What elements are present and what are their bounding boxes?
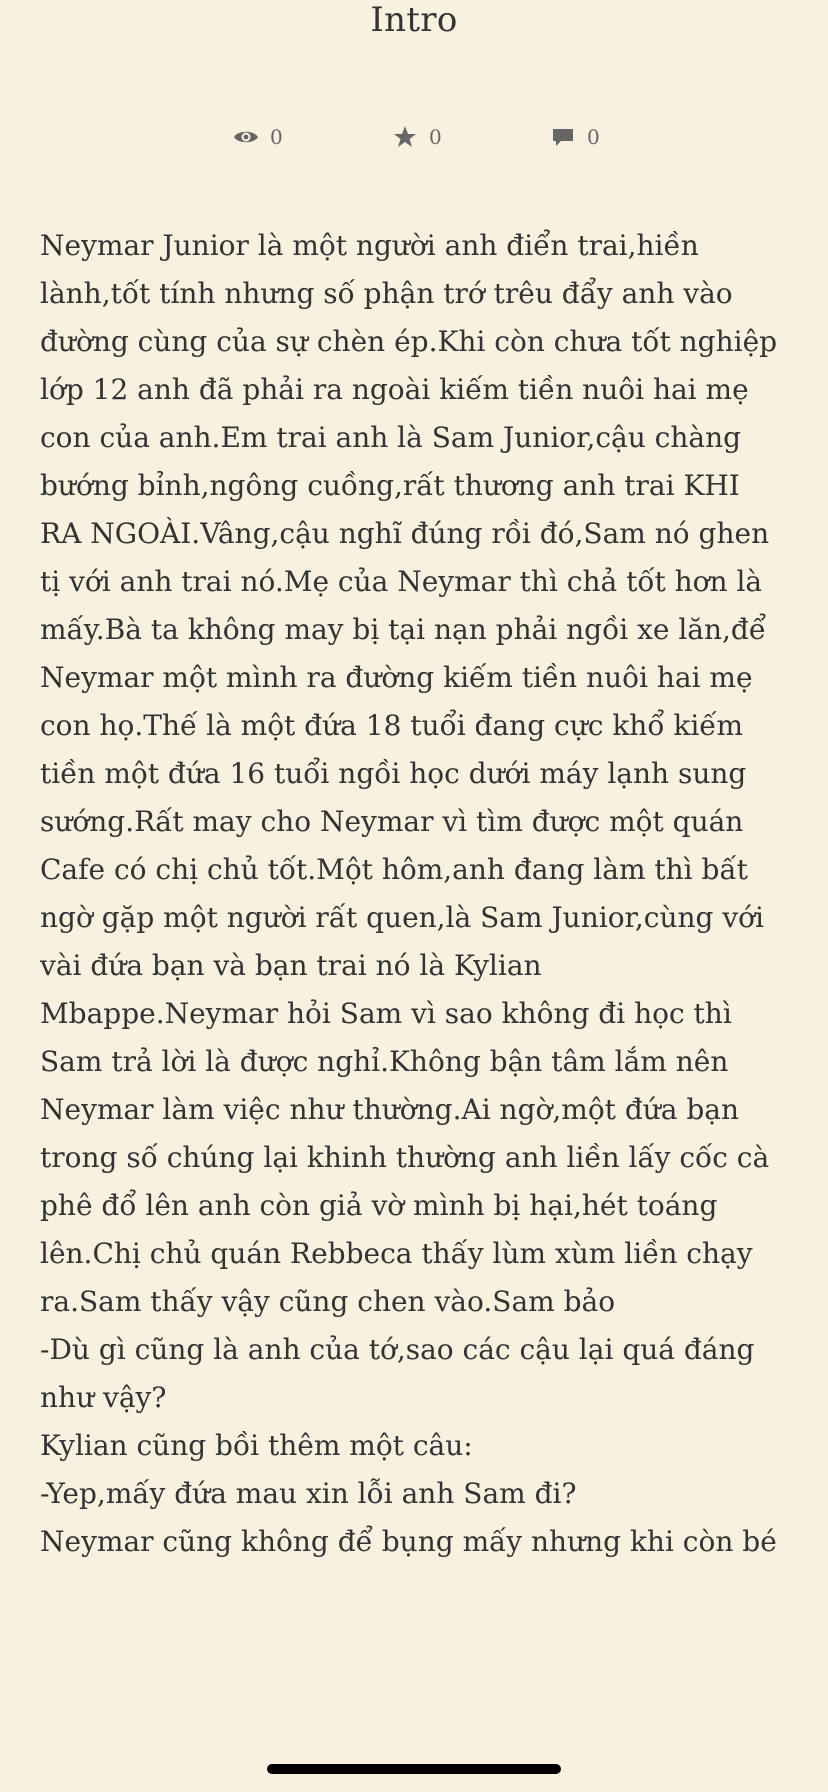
votes-stat <box>391 120 442 154</box>
comment-icon <box>549 123 577 151</box>
story-paragraph: Neymar Junior là một người anh điển trai,hiền lành,tốt tính nhưng số phận trớ trêu đẩy anh vào đường cùng của sự chèn ép.Khi còn chưa tốt nghiệp lớp 12 anh đã phải ra ngoài kiếm tiền nuôi hai mẹ con của anh.Em trai anh là Sam Junior,cậu chàng bướng bỉnh,ngông cuồng,rất thương anh trai KHI RA NGOÀI.Vâng,cậu nghĩ đúng rồi đó,Sam nó ghen tị với anh trai nó.Mẹ của Neymar thì chả tốt hơn là mấy.Bà ta không may bị tại nạn phải ngồi xe lăn,để Neymar một mình ra đường kiếm tiền nuôi hai mẹ con họ.Thế là một đứa 18 tuổi đang cực khổ kiếm tiền một đứa 16 tuổi ngồi học dưới máy lạnh sung sướng.Rất may cho Neymar vì tìm được một quán Cafe có chị chủ tốt.Một hôm,anh đang làm thì bất ngờ gặp một người rất quen,là Sam Junior,cùng với vài đứa bạn và bạn trai nó là Kylian Mbappe.Neymar hỏi Sam vì sao không đi học thì Sam trả lời là được nghỉ.Không bận tâm lắm nên Neymar làm việc như thường.Ai ngờ,một đứa bạn trong số chúng lại khinh thường anh liền lấy cốc cà phê đổ lên anh còn giả vờ mình bị hại,hét toáng lên.Chị chủ quán Rebbeca thấy lùm xùm liền chạy ra.Sam thấy vậy cũng chen vào.Sam bảo <box>40 229 778 1318</box>
story-stats-bar <box>0 120 828 154</box>
views-count: 0 <box>270 125 283 149</box>
home-indicator[interactable] <box>267 1764 561 1774</box>
comments-stat <box>549 120 600 154</box>
views-stat <box>232 120 283 154</box>
eye-icon <box>232 123 260 151</box>
story-paragraph: -Yep,mấy đứa mau xin lỗi anh Sam đi? <box>40 1477 577 1510</box>
comments-count: 0 <box>587 125 600 149</box>
story-body <box>40 222 780 1566</box>
story-paragraph: -Dù gì cũng là anh của tớ,sao các cậu lại quá đáng như vậy? <box>40 1333 755 1414</box>
star-icon <box>391 123 419 151</box>
story-paragraph: Neymar cũng không để bụng mấy nhưng khi còn bé <box>40 1525 777 1558</box>
chapter-title: Intro <box>370 0 458 40</box>
votes-count: 0 <box>429 125 442 149</box>
story-paragraph: Kylian cũng bồi thêm một câu: <box>40 1429 473 1462</box>
